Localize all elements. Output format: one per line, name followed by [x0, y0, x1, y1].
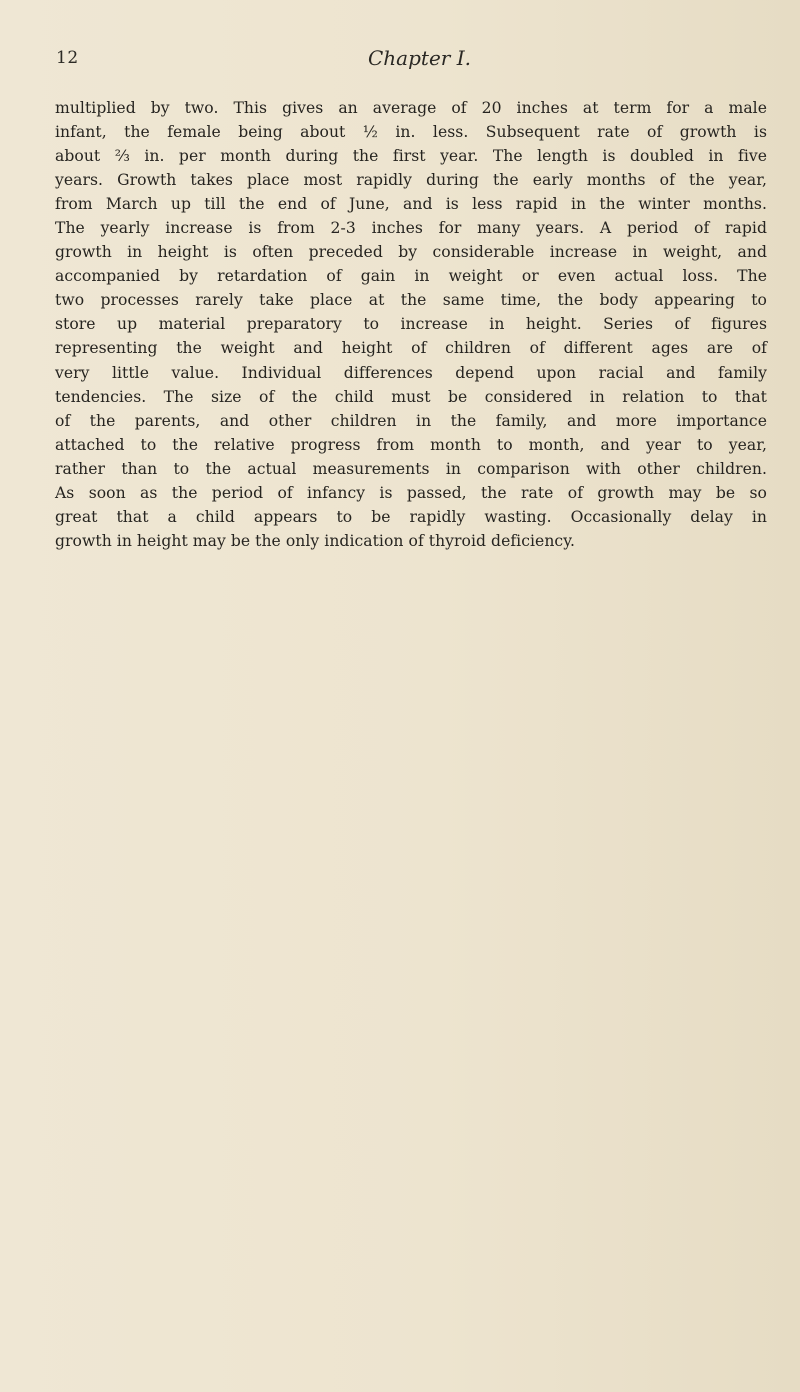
text-line: about ⅔ in. per month during the first year. The length is doubled in five [55, 147, 767, 166]
text-line: years. Growth takes place most rapidly during the early months of the year, [55, 171, 767, 190]
text-line: growth in height is often preceded by considerable increase in weight, and [55, 243, 767, 262]
text-line: two processes rarely take place at the same time, the body appearing to [55, 291, 767, 310]
text-line: from March up till the end of June, and is less rapid in the winter months. [55, 195, 767, 214]
running-head: Chapter I. [368, 46, 471, 70]
body-paragraph [55, 96, 767, 553]
text-line: As soon as the period of infancy is passed, the rate of growth may be so [55, 483, 767, 502]
text-line: growth in height may be the only indication of thyroid deficiency. [55, 531, 575, 550]
text-line: representing the weight and height of children of different ages are of [55, 339, 767, 358]
text-line: The yearly increase is from 2-3 inches for many years. A period of rapid [55, 219, 767, 238]
text-line: great that a child appears to be rapidly wasting. Occasionally delay in [55, 507, 767, 526]
text-line: store up material preparatory to increase in height. Series of figures [55, 315, 767, 334]
text-line: multiplied by two. This gives an average of 20 inches at term for a male [55, 99, 767, 117]
text-line: of the parents, and other children in the family, and more importance [55, 411, 767, 430]
text-line: very little value. Individual differences depend upon racial and family [55, 363, 767, 382]
text-line: infant, the female being about ½ in. less. Subsequent rate of growth is [55, 123, 767, 142]
text-line: accompanied by retardation of gain in weight or even actual loss. The [55, 267, 767, 286]
text-line: tendencies. The size of the child must be considered in relation to that [55, 387, 767, 406]
page-number: 12 [56, 48, 79, 68]
text-line: attached to the relative progress from month to month, and year to year, [55, 435, 767, 454]
text-line: rather than to the actual measurements in comparison with other children. [55, 459, 767, 478]
